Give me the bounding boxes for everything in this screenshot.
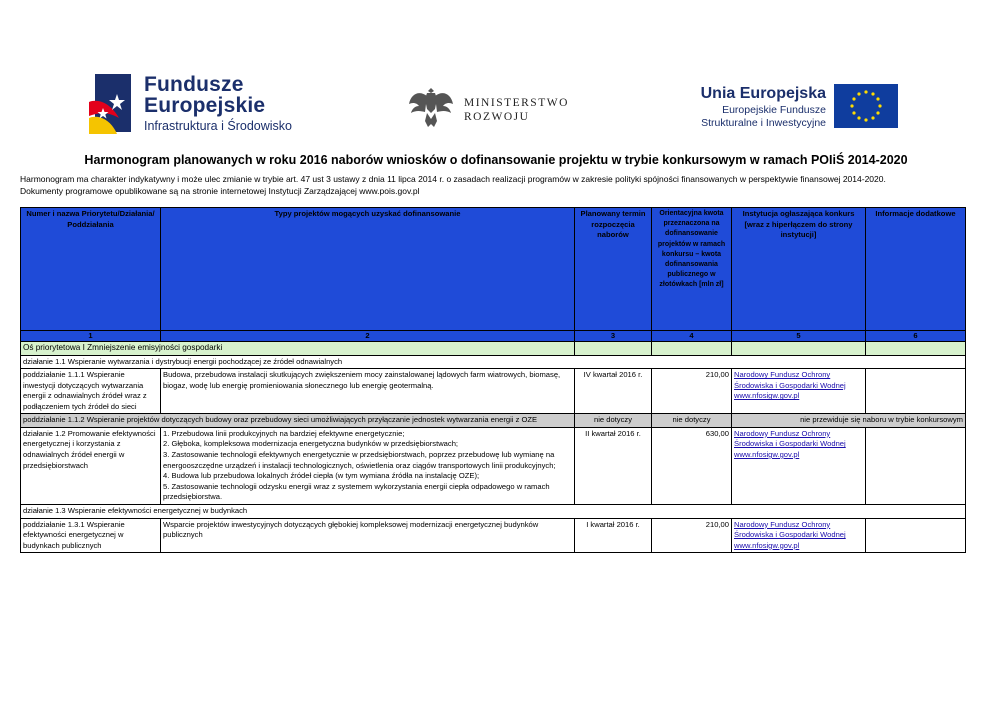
column-number: 4 (652, 331, 732, 342)
row-types (161, 427, 575, 504)
fe-flag-mark-icon (89, 72, 139, 136)
column-number: 2 (161, 331, 575, 342)
row-info (866, 427, 966, 504)
row-types: Wsparcie projektów inwestycyjnych dotyczących głębokiej kompleksowej modernizacji energetycznej budynków publicznych (161, 518, 575, 553)
table-row (21, 518, 966, 553)
table-row (21, 414, 966, 428)
row-term: II kwartał 2016 r. (575, 427, 652, 504)
row-types: Budowa, przebudowa instalacji skutkujących zwiększeniem mocy zainstalowanej lądowych farm wiatrowych, biomasę, biogaz, wodę lub energię promieniowania słonecznego lub energię geotermalną. (161, 369, 575, 414)
document-title: Harmonogram planowanych w roku 2016 naborów wniosków o dofinansowanie projektu w trybie konkursowym w ramach POIiŚ 2014-2020 (84, 153, 908, 167)
table-row (21, 369, 966, 414)
row-term: I kwartał 2016 r. (575, 518, 652, 553)
institution-link[interactable]: Narodowy Fundusz Ochrony Środowiska i Gospodarki Wodnej (734, 370, 846, 390)
institution-url-link[interactable]: www.nfosigw.gov.pl (734, 391, 800, 401)
header-additional-info: Informacje dodatkowe (866, 208, 966, 331)
row-term: IV kwartał 2016 r. (575, 369, 652, 414)
polish-eagle-icon (407, 84, 455, 130)
table-header-row (21, 208, 966, 331)
table-row (21, 427, 966, 504)
eu-logo-line1: Unia Europejska (700, 85, 826, 102)
institution-url-link[interactable]: www.nfosigw.gov.pl (734, 540, 800, 550)
institution-link[interactable]: Narodowy Fundusz Ochrony Środowiska i Gospodarki Wodnej (734, 428, 846, 449)
type-item: 2. Głęboka, kompleksowa modernizacja energetyczna budynków w przedsiębiorstwach; (163, 439, 459, 449)
column-number: 3 (575, 331, 652, 342)
row-info (866, 518, 966, 553)
priority-axis-label: Oś priorytetowa I Zmniejszenie emisyjności gospodarki (21, 342, 575, 356)
column-number-row (21, 331, 966, 342)
ministry-logo (407, 84, 567, 130)
fundusze-europejskie-logo (89, 72, 319, 136)
header-project-types: Typy projektów mogących uzyskać dofinansowanie (161, 208, 575, 331)
eu-logo (668, 84, 898, 134)
schedule-table (20, 207, 966, 553)
eu-logo-line3: Strukturalne i Inwestycyjne (701, 117, 826, 129)
row-amount: 210,00 (652, 518, 732, 553)
section-1-1-label: działanie 1.1 Wspieranie wytwarzania i dystrybucji energii pochodzącej ze źródeł odnawialnych (21, 355, 966, 369)
column-number: 6 (866, 331, 966, 342)
row-amount: 210,00 (652, 369, 732, 414)
eu-flag-icon (834, 84, 898, 128)
row-term: nie dotyczy (575, 414, 652, 428)
type-item: 3. Zastosowanie technologii efektywnych energetycznie w przedsiębiorstwach, poprzez przebudowę lub wymianę na energooszczędne urządzeń i instalacji technologicznych, oświetlenia oraz ciągów transportowych linii produkcyjnych; (163, 449, 556, 470)
section-row (21, 504, 966, 518)
header-amount: Orientacyjna kwota przeznaczona na dofinansowanie projektów w ramach konkursu – kwota dofinansowania publicznego w złotówkach [mln zł] (652, 208, 732, 331)
fe-logo-line1: Fundusze (144, 73, 244, 96)
ministry-line1: MINISTERSTWO (464, 97, 569, 109)
section-1-3-label: działanie 1.3 Wspieranie efektywności energetycznej w budynkach (21, 504, 966, 518)
institution-link[interactable]: Narodowy Fundusz Ochrony Środowiska i Gospodarki Wodnej (734, 519, 846, 540)
fe-logo-line3: Infrastruktura i Środowisko (144, 119, 292, 133)
fe-logo-line2: Europejskie (144, 94, 266, 117)
column-number: 1 (21, 331, 161, 342)
row-name: działanie 1.2 Promowanie efektywności energetycznej i korzystania z odnawialnych źródeł energii w przedsiębiorstwach (21, 427, 161, 504)
intro-line-1: Harmonogram ma charakter indykatywny i może ulec zmianie w trybie art. 47 ust 3 ustawy z dnia 11 lipca 2014 r. o zasadach realizacji programów w zakresie polityki spójności finansowanych w perspektywie finansowej 2014-2020. (20, 174, 886, 184)
row-amount: 630,00 (652, 427, 732, 504)
intro-text (20, 173, 886, 197)
header-institution: Instytucja ogłaszająca konkurs [wraz z hiperłączem do strony instytucji] (732, 208, 866, 331)
type-item: 5. Zastosowanie technologii odzysku energii wraz z systemem wykorzystania energii ciepła odpadowego w ramach przedsiębiorstwa. (163, 481, 550, 502)
row-name: poddziałanie 1.3.1 Wspieranie efektywności energetycznej w budynkach publicznych (21, 518, 161, 553)
priority-row (21, 342, 966, 356)
section-row (21, 355, 966, 369)
ministry-line2: ROZWOJU (464, 111, 530, 123)
header-priority: Numer i nazwa Priorytetu/Działania/ Poddziałania (21, 208, 161, 331)
row-amount: nie dotyczy (652, 414, 732, 428)
type-item: 4. Budowa lub przebudowa lokalnych źródeł ciepła (w tym wymiana źródła na instalację OZE); (163, 471, 480, 481)
type-item: 1. Przebudowa linii produkcyjnych na bardziej efektywne energetycznie; (163, 428, 405, 438)
intro-line-2: Dokumenty programowe opublikowane są na stronie internetowej Instytucji Zarządzającej www.pois.gov.pl (20, 186, 420, 196)
column-number: 5 (732, 331, 866, 342)
institution-url-link[interactable]: www.nfosigw.gov.pl (734, 449, 800, 459)
eu-logo-line2: Europejskie Fundusze (722, 104, 826, 116)
row-name: poddziałanie 1.1.1 Wspieranie inwestycji dotyczących wytwarzania energii z odnawialnych źródeł wraz z podłączeniem tych źródeł do sieci (23, 370, 147, 411)
row-name: poddziałanie 1.1.2 Wspieranie projektów dotyczących budowy oraz przebudowy sieci umożliwiających przyłączanie jednostek wytwarzania energii z OZE (21, 414, 575, 428)
row-info (866, 369, 966, 414)
header-start-date: Planowany termin rozpoczęcia naborów (575, 208, 652, 331)
row-info: nie przewiduje się naboru w trybie konkursowym (732, 414, 966, 428)
